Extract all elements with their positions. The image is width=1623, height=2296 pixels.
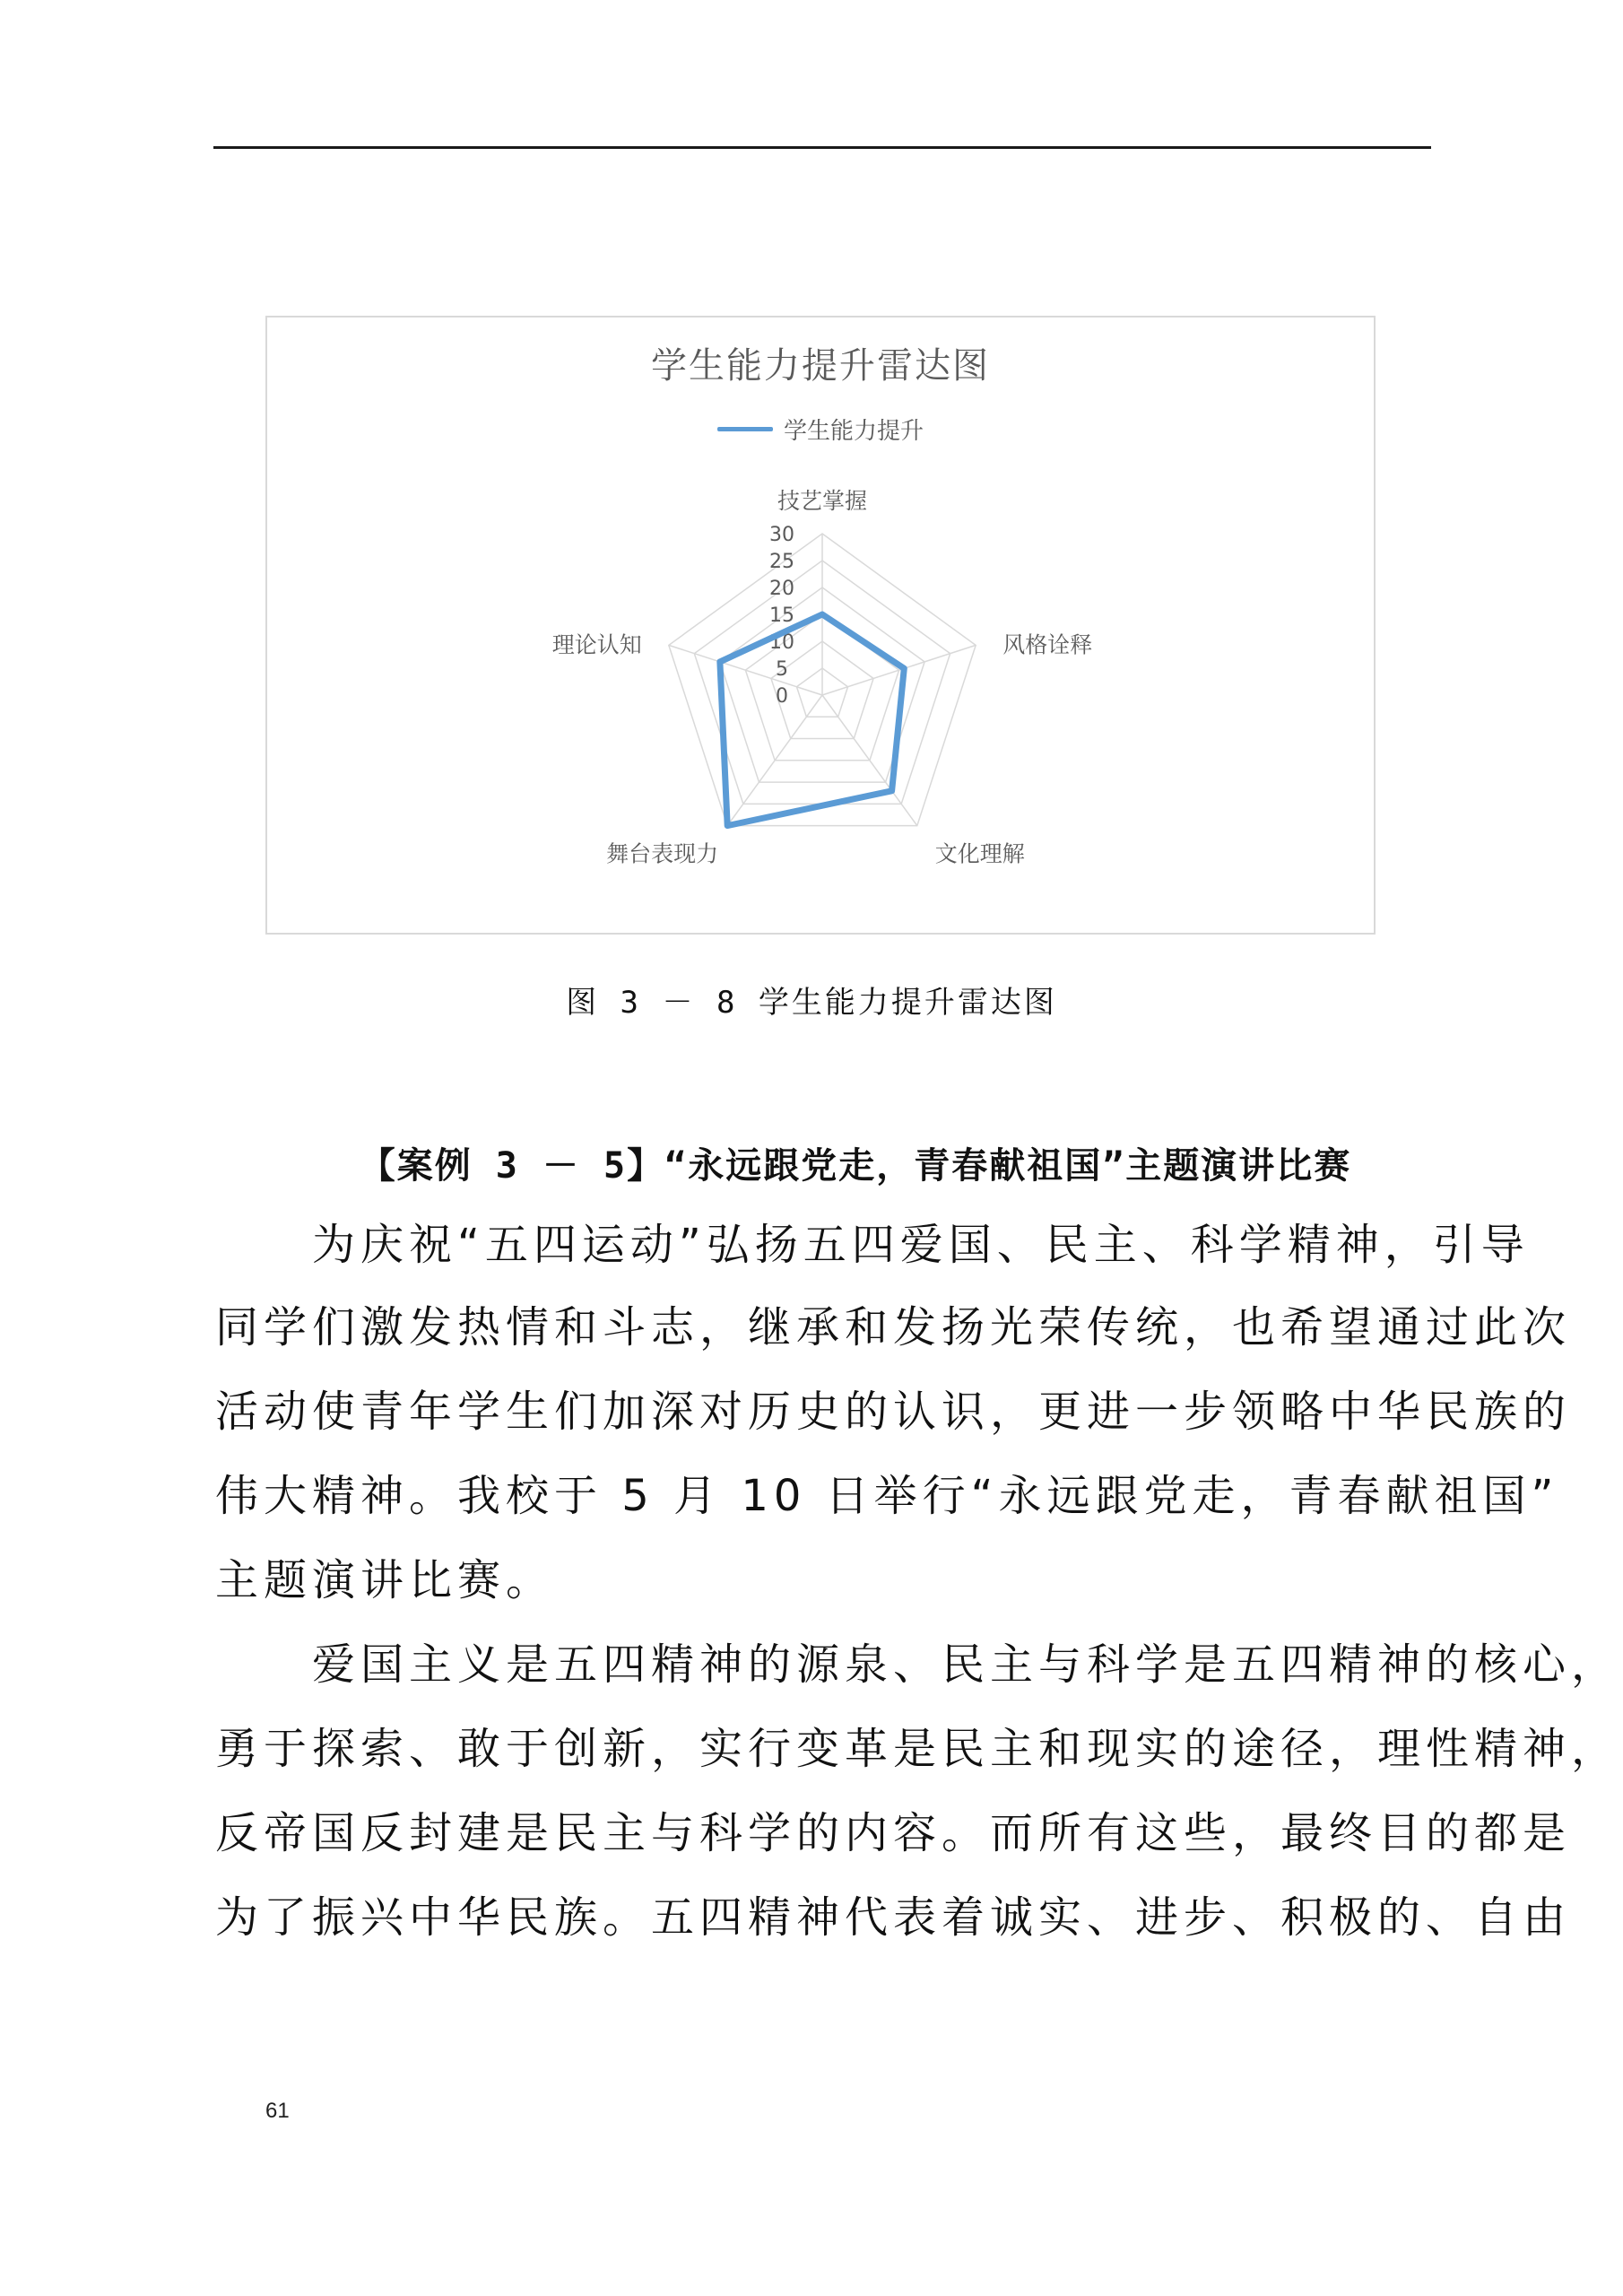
body-line: 伟大精神。我校于 5 月 10 日举行“永远跟党走，青春献祖国” (215, 1471, 1559, 1521)
body-line: 为了振兴中华民族。五四精神代表着诚实、进步、积极的、自由 (215, 1892, 1572, 1943)
page-number: 61 (265, 2099, 290, 2123)
data-point (901, 665, 907, 671)
tick-label: 30 (769, 524, 794, 546)
tick-label: 10 (769, 631, 794, 654)
tick-label: 25 (769, 551, 794, 573)
series-line (720, 614, 904, 826)
case-heading: 【案例 3 － 5】“永远跟党走，青春献祖国”主题演讲比赛 (359, 1145, 1352, 1187)
tick-label: 0 (776, 685, 788, 708)
figure-caption: 图 3 － 8 学生能力提升雷达图 (566, 985, 1057, 1021)
body-line: 同学们激发热情和斗志，继承和发扬光荣传统，也希望通过此次 (215, 1302, 1572, 1352)
grid-spoke (822, 645, 976, 695)
body-line: 主题演讲比赛。 (215, 1555, 555, 1605)
body-line: 勇于探索、敢于创新，实行变革是民主和现实的途径，理性精神， (215, 1724, 1620, 1774)
tick-label: 15 (769, 604, 794, 627)
body-line: 反帝国反封建是民主与科学的内容。而所有这些，最终目的都是 (215, 1808, 1572, 1858)
axis-label: 理论认知 (551, 631, 642, 658)
tick-label: 20 (769, 578, 794, 600)
tick-label: 5 (776, 658, 788, 681)
radar-plot (267, 317, 1377, 936)
data-point (820, 612, 825, 617)
legend-label: 学生能力提升 (783, 418, 924, 445)
chart-title: 学生能力提升雷达图 (651, 345, 990, 387)
radar-chart (265, 316, 1376, 935)
header-rule (213, 146, 1431, 149)
data-point (890, 788, 895, 794)
body-line: 活动使青年学生们加深对历史的认识，更进一步领略中华民族的 (215, 1387, 1572, 1437)
axis-label: 风格诠释 (1002, 631, 1093, 658)
axis-label: 舞台表现力 (606, 840, 719, 867)
body-line: 爱国主义是五四精神的源泉、民主与科学是五四精神的核心， (215, 1639, 1620, 1690)
body-line: 为庆祝“五四运动”弘扬五四爱国、民主、科学精神，引导 (215, 1220, 1530, 1270)
axis-label: 文化理解 (934, 840, 1025, 867)
axis-label: 技艺掌握 (777, 488, 868, 514)
data-point (725, 823, 730, 829)
data-point (717, 659, 723, 665)
